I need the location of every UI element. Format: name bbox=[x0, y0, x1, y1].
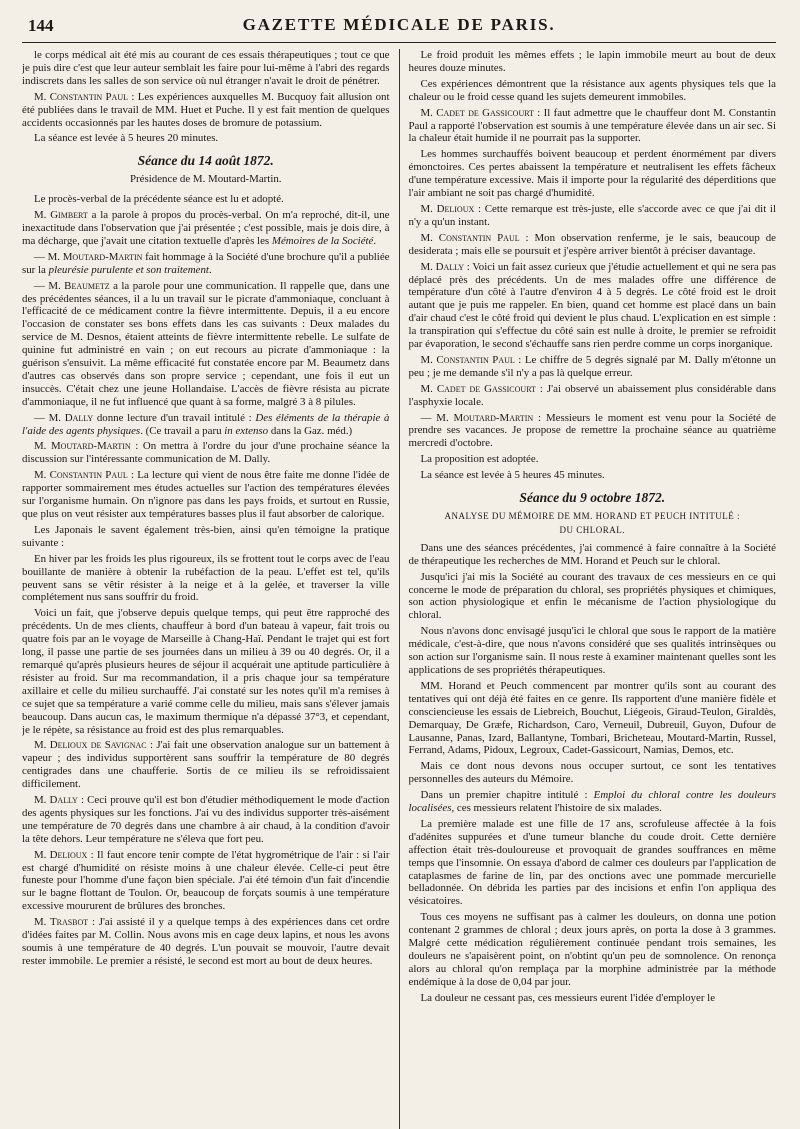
speaker: M. Dally bbox=[34, 794, 78, 807]
speaker: M. Delioux bbox=[420, 202, 475, 215]
paragraph: M. Cadet de Gassicourt : Il faut admettre que le chauffeur dont M. Constantin Paul a rapporté l'observation est soumis à une température élevée dans un air sec. Si la chaleur était humide il ne pourrait pas la supporter. bbox=[408, 106, 776, 145]
paragraph: Les hommes surchauffés boivent beaucoup et perdent énormément par divers émonctoires. Ces pertes abaissent la température et neutralisent les effets fâcheux d'une température excessive. Mais il importe pour la régularité des déperditions que l'air ambiant ne soit pas chargé d'humidité. bbox=[408, 148, 776, 200]
journal-title: GAZETTE MÉDICALE DE PARIS. bbox=[242, 15, 556, 34]
speaker: M. Dally bbox=[420, 260, 465, 273]
page-number: 144 bbox=[28, 16, 54, 35]
speaker: M. Trasbot bbox=[34, 916, 89, 929]
paragraph: M. Cadet de Gassicourt : J'ai observé un abaissement plus considérable dans l'asphyxie locale. bbox=[408, 382, 776, 408]
seance-heading: Séance du 9 octobre 1872. bbox=[519, 490, 666, 506]
paragraph: M. Delioux : Cette remarque est très-juste, elle s'accorde avec ce que j'ai dit il n'y a qu'un instant. bbox=[408, 202, 776, 228]
paragraph: La séance est levée à 5 heures 45 minutes. bbox=[420, 469, 605, 482]
speaker: — M. Dally bbox=[34, 411, 94, 424]
paragraph: — M. Moutard-Martin fait hommage à la Société d'une brochure qu'il a publiée sur la pleurésie purulente et son traitement. bbox=[22, 250, 390, 276]
paragraph: M. Delioux de Savignac : J'ai fait une observation analogue sur un battement à vapeur ; des individus supportèrent sans souffrir la température de 80 degrés centigrades dans une chaufferie. Sortis de ce milieu ils se refroidissaient difficilement. bbox=[22, 739, 390, 791]
paragraph: La première malade est une fille de 17 ans, scrofuleuse affectée à la fois d'adénites suppurées et d'une tumeur blanche du coude droit. Cette dernière affection était très-douloureuse et provoquait de grandes souffrances en même temps que l'insomnie. On essaya d'abord de calmer ces douleurs par l'application de cataplasmes de farine de lin, par des onctions avec une pommade mercurielle belladonnée. On débrida les parties par des incisions et enfin l'on appliqua des vésicatoires. bbox=[408, 817, 776, 908]
paragraph: M. Dally : Ceci prouve qu'il est bon d'étudier méthodiquement le mode d'action des agents physiques sur les fonctions. J'ai vu des individus supporter très-aisément une température de 70 degrés dans une chambre à air chaud, à la condition d'avoir la tête dehors. Leur température ne s'éleva que fort peu. bbox=[22, 794, 390, 845]
paragraph: MM. Horand et Peuch commencent par montrer qu'ils sont au courant des tentatives qui ont déjà été faites en ce genre. Ils rapportent d'une manière fidèle et consciencieuse les essais de Liebreich, Bouchut, Liégeois, Giraud-Teulon, Giraldès, Demarquay, De Græfe, Richardson, Caro, Verneuil, Dubreuil, Guyon, Dufour de Lausanne, Panas, Izard, Ballantyne, Tombari, Bricheteau, Moutard-Martin, Russel, Ferrand, Adams, Pidoux, Legroux, Cadet-Gassicourt, Namias, Demos, etc. bbox=[408, 679, 776, 757]
paragraph: M. Dally : Voici un fait assez curieux que j'étudie actuellement et qui ne sera pas déplacé près des précédents. Un de mes malades offre une différence de température d'un côté à l'autre d'environ 4 à 5 degrés. Le côté froid est le droit autant que je puis me rappeler. En bien, quand cet homme est placé dans un bain d'air chaud c'est le côté froid qui devient le plus chaud. L'explication en est simple : la transpiration qui s'effectue du côté sain est nulle à droite, le premier se refroidit par évaporation, le second s'échauffe sans rien perdre comme un corps inorganique. bbox=[408, 260, 776, 351]
paragraph: Ces expériences démontrent que la résistance aux agents physiques tels que la chaleur ou le froid cesse quand les sujets demeurent immobiles. bbox=[408, 77, 776, 103]
speaker: — M. Beaumetz bbox=[34, 279, 110, 292]
paragraph: En hiver par les froids les plus rigoureux, ils se frottent tout le corps avec de l'eau bouillante de manière à obtenir la rubéfaction de la peau. L'effet est tel, qu'ils peuvent sans se vêtir résister à la neige et à la gelée, et traverser la ville complétement nus sans souffrir du froid. bbox=[22, 552, 390, 604]
speaker: M. Cadet de Gassicourt bbox=[420, 382, 536, 395]
speaker: M. Cadet de Gassicourt bbox=[420, 106, 534, 119]
paragraph: Dans une des séances précédentes, j'ai commencé à faire connaître à la Société de thérapeutique les recherches de MM. Horand et Peuch sur le chloral. bbox=[408, 541, 776, 567]
speaker: M. Moutard-Martin bbox=[34, 440, 131, 453]
paragraph: Jusqu'ici j'ai mis la Société au courant des travaux de ces messieurs en ce qui concerne le mode de préparation du chloral, ses propriétés physiques et chimiques, son action physiologique et enfin le mécanisme de l'action physiologique du chloral. bbox=[408, 570, 776, 622]
speaker: M. Delioux de Savignac bbox=[34, 739, 147, 752]
paragraph: M. Trasbot : J'ai assisté il y a quelque temps à des expériences dans cet ordre d'idées faites par M. Collin. Nous avons mis en cage deux lapins, et nous les avons soumis à une température de 40 degrés. L'un pouvait se mouvoir, l'autre devait rester immobile. Le premier a résisté, le second est mort au bout de deux heures. bbox=[22, 916, 390, 967]
left-column bbox=[22, 49, 399, 1129]
speaker: M. Constantin Paul bbox=[420, 353, 515, 366]
paragraph: M. Constantin Paul : La lecture qui vient de nous être faite me donne l'idée de rapporter sommairement mes études actuelles sur l'action des températures élevées sur l'organisme humain. On n'ignore pas dans les pays froids, et surtout en Russie, que plus on veut résister aux températures basses plus il faut absorber de calorique. bbox=[22, 469, 390, 520]
paragraph: M. Moutard-Martin : On mettra à l'ordre du jour d'une prochaine séance la discussion sur l'intéressante communication de M. Dally. bbox=[22, 440, 390, 466]
speaker: M. Constantin Paul bbox=[34, 469, 128, 482]
paragraph: La séance est levée à 5 heures 20 minutes. bbox=[34, 132, 219, 145]
paragraph: Le froid produit les mêmes effets ; le lapin immobile meurt au bout de deux heures douze minutes. bbox=[408, 49, 776, 74]
paragraph: Mais ce dont nous devons nous occuper surtout, ce sont les tentatives personnelles des auteurs du Mémoire. bbox=[408, 760, 776, 786]
text-columns bbox=[22, 49, 776, 1129]
paragraph: M. Constantin Paul : Le chiffre de 5 degrés signalé par M. Dally m'étonne un peu ; je me demande s'il n'y a pas là quelque erreur. bbox=[408, 353, 776, 379]
paragraph: Le procès-verbal de la précédente séance est lu et adopté. bbox=[34, 193, 284, 206]
paragraph: La proposition est adoptée. bbox=[420, 453, 539, 466]
paragraph: — M. Dally donne lecture d'un travail intitulé : Des éléments de la thérapie à l'aide des agents physiques. (Ce travail a paru in extenso dans la Gaz. méd.) bbox=[22, 411, 390, 437]
paragraph: — M. Moutard-Martin : Messieurs le moment est venu pour la Société de prendre ses vacances. Je propose de remettre la prochaine séance au quatrième mercredi d'octobre. bbox=[408, 411, 776, 450]
paragraph: le corps médical ait été mis au courant de ces essais thérapeutiques ; tout ce que je puis dire c'est que leur auteur semblait les faire pour lui-même à l'abri des regards indiscrets dans les salles de son service où nul étranger n'avait le droit de pénétrer. bbox=[22, 49, 390, 87]
right-column bbox=[400, 49, 777, 1129]
analysis-title: ANALYSE DU MÉMOIRE DE MM. HORAND ET PEUCH INTITULÉ : bbox=[444, 511, 740, 521]
speaker: M. Delioux bbox=[34, 848, 88, 861]
speaker: M. Constantin Paul bbox=[420, 231, 520, 244]
paragraph: M. Gimbert a la parole à propos du procès-verbal. On m'a reproché, dit-il, une inexactitude dans l'observation que j'ai présentée ; c'est possible, mais je dois dire, à ma décharge, que j'avait une citation textuelle d'après les Mémoires de la Société. bbox=[22, 209, 390, 247]
speaker: M. Gimbert bbox=[34, 209, 88, 222]
paragraph: Tous ces moyens ne suffisant pas à calmer les douleurs, on donna une potion contenant 2 grammes de chloral ; deux jours après, on porta la dose à 3 grammes. Malgré cette médication régulièrement continuée pendant trois semaines, les douleurs ne s'apaisèrent point, on n'obtint qu'un peu de somnolence. On renonça alors au chloral qu'on remplaça par la morphine administrée par la méthode endémique à la dose de 0,04 par jour. bbox=[408, 911, 776, 988]
paragraph: Dans un premier chapitre intitulé : Emploi du chloral contre les douleurs localisées, ces messieurs relatent l'histoire de six malades. bbox=[408, 789, 776, 815]
speaker: — M. Moutard-Martin bbox=[34, 250, 143, 263]
seance-heading: Séance du 14 août 1872. bbox=[137, 153, 274, 169]
paragraph: Les Japonais le savent également très-bien, ainsi qu'en témoigne la pratique suivante : bbox=[22, 523, 390, 549]
paragraph: M. Constantin Paul : Mon observation renferme, je le sais, beaucoup de desiderata ; mais elle se poursuit et j'espère arriver bientôt à préciser davantage. bbox=[408, 231, 776, 257]
paragraph: — M. Beaumetz a la parole pour une communication. Il rappelle que, dans une des précédentes séances, il a lu un travail sur le picrate d'ammoniaque, concluant à l'efficacité de ce médicament contre la fièvre intermittente. Depuis, il a eu encore l'occasion de constater ses bons effets dans les cas suivants : Deux malades du service de M. Desnos, étaient atteints de fièvre intermittente rebelle. Le sulfate de quinine fut administré en vain ; on eut recours au picrate d'ammoniaque : la guérison s'ensuivit. La même efficacité fut constatée encore par M. Beaumetz dans d'autres cas observés dans son propre service ; cependant, une fois il eut un insuccès. C'était chez une jeune Hollandaise. L'accès de fièvre résista au picrate d'ammoniaque, il ne fut influencé que quant à sa forme, malgré 3 à 8 pilules. bbox=[22, 279, 390, 408]
paragraph: M. Constantin Paul : Les expériences auxquelles M. Bucquoy fait allusion ont été publiées dans le travail de MM. Huet et Puche. Il y est fait mention de quelques accidents occasionnés par les hautes doses de bromure de potassium. bbox=[22, 90, 390, 129]
paragraph: La douleur ne cessant pas, ces messieurs eurent l'idée d'employer le bbox=[420, 991, 716, 1004]
paragraph: Voici un fait, que j'observe depuis quelque temps, qui peut être rapproché des précédents. Un de mes clients, chauffeur à bord d'un bateau à vapeur, fait trois ou quatre fois par an le voyage de Marseille à Chang-Haï. Pendant le trajet qui est fort long, il passe une partie de ses journées dans un milieu à 39 ou 40 degrés. Or, il a remarqué qu'après plusieurs heures de séjour il acquérait une aptitude particulière à résister au froid. Sur ma recommandation, il a pris chaque jour sa température axillaire et celle du milieu surchauffé. J'ai constaté sur les notes qu'il m'a remises à ce sujet que sa température a varié comme celle du milieu, mais sans s'élever jamais beaucoup. Dans aucun cas, le maximum thermique n'a dépassé 37°3, et cependant, je le répète, sa résistance au froid est des plus remarquables. bbox=[22, 607, 390, 736]
speaker: M. Constantin Paul bbox=[34, 90, 128, 103]
paragraph: M. Delioux : Il faut encore tenir compte de l'état hygrométrique de l'air : si l'air est chargé d'humidité on résiste moins à une chaleur élevée. Celle-ci peut être funeste pour l'homme d'une façon bien spéciale. J'ai été témoin d'un fait d'incendie sur le bagne flottant de Toulon. Or, beaucoup de forçats soumis à une température excessive moururent de brûlures des bronches. bbox=[22, 848, 390, 913]
speaker: — M. Moutard-Martin bbox=[420, 411, 534, 424]
paragraph: Nous n'avons donc envisagé jusqu'ici le chloral que sous le rapport de la matière médicale, c'est-à-dire, que nous n'avons considéré que ses qualités intrinsèques ou son action sur l'organisme sain. Il nous reste à examiner maintenant quelles sont les applications de ses propriétés thérapeutiques. bbox=[408, 625, 776, 676]
analysis-subtitle: DU CHLORAL. bbox=[559, 524, 625, 535]
page-header bbox=[22, 14, 776, 43]
presidence-line: Présidence de M. Moutard-Martin. bbox=[129, 173, 282, 186]
